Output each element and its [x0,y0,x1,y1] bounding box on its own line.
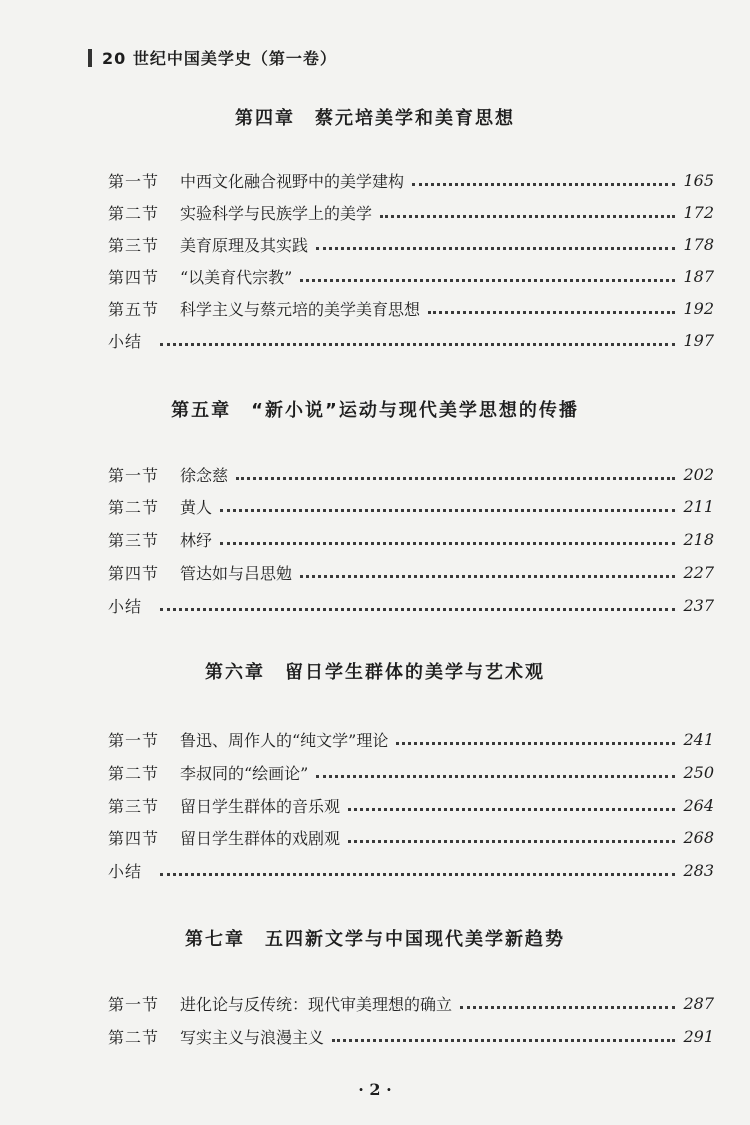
section-number: 第四节 [108,828,160,848]
chapter-title: 第四章 蔡元培美学和美育思想 [235,108,515,129]
page-folio: · 2 · [358,1080,392,1099]
section-title: 李叔同的“绘画论” [180,763,309,783]
dot-leader [160,872,675,876]
dot-leader [332,1038,675,1042]
dot-leader [428,310,675,314]
section-title: 实验科学与民族学上的美学 [180,203,373,223]
dot-leader [396,741,675,745]
page-number: 283 [683,860,714,880]
dot-leader [220,508,675,512]
toc-entry [108,988,714,1018]
section-title: 中西文化融合视野中的美学建构 [180,171,405,191]
dot-leader [348,807,675,811]
toc-entry [108,491,714,521]
toc-entry [108,790,714,820]
toc-entry [108,229,714,259]
page-number: 172 [683,202,714,222]
page-number: 264 [683,795,714,815]
toc-entry [108,557,714,587]
section-title: 写实主义与浪漫主义 [180,1027,325,1047]
section-title: 徐念慈 [180,465,229,485]
dot-leader [160,607,675,611]
header-bar [88,49,92,67]
dot-leader [380,214,675,218]
section-number: 小结 [108,861,143,881]
section-number: 第一节 [108,994,160,1014]
section-title: 黄人 [180,497,213,517]
running-header [88,46,337,69]
section-number: 第一节 [108,171,160,191]
page-number: 165 [683,170,714,190]
chapter-title: 第五章 “新小说”运动与现代美学思想的传播 [171,400,579,421]
section-title: “以美育代宗教” [180,267,293,287]
section-number: 第一节 [108,465,160,485]
section-title: 科学主义与蔡元培的美学美育思想 [180,299,421,319]
page-number: 241 [683,729,714,749]
toc-entry [108,1021,714,1051]
section-number: 第三节 [108,530,160,550]
section-number: 第三节 [108,235,160,255]
chapter-title: 第六章 留日学生群体的美学与艺术观 [205,662,545,683]
dot-leader [300,574,675,578]
section-title: 留日学生群体的戏剧观 [180,828,341,848]
dot-leader [316,774,675,778]
page-number: 268 [683,827,714,847]
page-number: 218 [683,529,714,549]
section-title: 管达如与吕思勉 [180,563,293,583]
toc-entry [108,197,714,227]
page-number: 192 [683,298,714,318]
section-number: 第二节 [108,1027,160,1047]
section-number: 第四节 [108,563,160,583]
section-number: 第四节 [108,267,160,287]
toc-entry [108,724,714,754]
toc-entry-summary [108,590,714,620]
toc-entry [108,261,714,291]
section-title: 美育原理及其实践 [180,235,309,255]
section-title: 进化论与反传统：现代审美理想的确立 [180,994,453,1014]
dot-leader [412,182,675,186]
toc-entry [108,822,714,852]
page-number: 250 [683,762,714,782]
page-number: 227 [683,562,714,582]
running-header-text: 20 世纪中国美学史（第一卷） [102,49,337,68]
dot-leader [300,278,675,282]
toc-entry [108,293,714,323]
section-number: 小结 [108,331,143,351]
page-number: 287 [683,993,714,1013]
page-number: 178 [683,234,714,254]
section-number: 第二节 [108,763,160,783]
section-number: 第二节 [108,497,160,517]
chapter-title: 第七章 五四新文学与中国现代美学新趋势 [185,929,565,950]
page-number: 197 [683,330,714,350]
dot-leader [160,342,675,346]
page-number: 291 [683,1026,714,1046]
section-title: 林纾 [180,530,213,550]
dot-leader [460,1005,675,1009]
section-title: 鲁迅、周作人的“纯文学”理论 [180,730,389,750]
toc-entry [108,524,714,554]
dot-leader [236,476,675,480]
toc-entry [108,459,714,489]
section-number: 第二节 [108,203,160,223]
page-number: 202 [683,464,714,484]
toc-entry [108,165,714,195]
section-number: 小结 [108,596,143,616]
section-number: 第五节 [108,299,160,319]
page-number: 237 [683,595,714,615]
toc-entry [108,757,714,787]
toc-entry-summary [108,855,714,885]
page-number: 211 [683,496,714,516]
page-number: 187 [683,266,714,286]
dot-leader [348,839,675,843]
section-number: 第一节 [108,730,160,750]
section-number: 第三节 [108,796,160,816]
section-title: 留日学生群体的音乐观 [180,796,341,816]
dot-leader [220,541,675,545]
dot-leader [316,246,675,250]
toc-entry-summary [108,325,714,355]
